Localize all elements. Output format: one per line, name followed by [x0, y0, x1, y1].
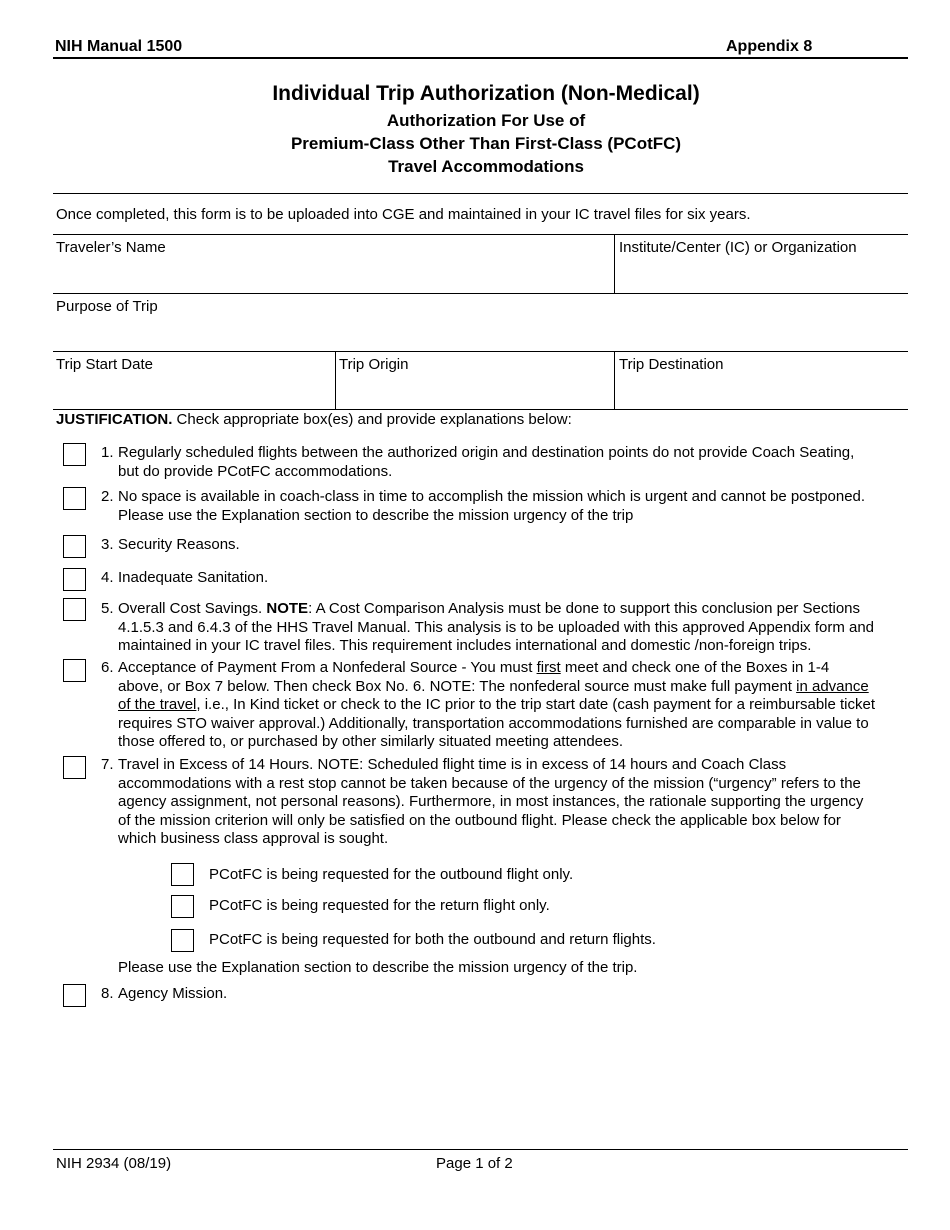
item-number: 4. [101, 569, 114, 586]
instruction-text: Once completed, this form is to be uploaded into CGE and maintained in your IC travel files for six years. [56, 206, 751, 223]
start-date-field[interactable]: Trip Start Date [56, 356, 153, 373]
title-rule [53, 193, 908, 194]
item-text: Inadequate Sanitation. [118, 569, 269, 586]
underlined-text: in advance [796, 677, 869, 695]
checkbox-1[interactable] [63, 443, 86, 466]
item-line: , i.e., In Kind ticket or check to the IC prior to the trip start date (cash payment for a reimbursable ticket [196, 696, 876, 713]
item-line: Regularly scheduled flights between the authorized origin and destination points do not provide Coach Seating, [118, 444, 855, 461]
form-number: NIH 2934 (08/19) [56, 1155, 172, 1172]
checkbox-return[interactable] [171, 895, 194, 918]
checkbox-outbound[interactable] [171, 863, 194, 886]
item-number: 2. [101, 488, 114, 505]
item-number: 3. [101, 536, 114, 553]
item-line: maintained in your IC travel files. This requirement includes international and domestic /non-foreign trips. [118, 637, 812, 654]
grid-divider [614, 351, 615, 409]
footer-rule [53, 1149, 908, 1150]
justification-text: Check appropriate box(es) and provide explanations below: [172, 411, 572, 428]
grid-line [53, 293, 908, 294]
grid-line [53, 234, 908, 235]
destination-field[interactable]: Trip Destination [619, 356, 724, 373]
justification-label: JUSTIFICATION. [56, 411, 173, 428]
item-text [118, 600, 874, 656]
page-number: Page 1 of 2 [436, 1155, 513, 1172]
item-line: Overall Cost Savings. [118, 600, 267, 617]
item-line: above, or Box 7 below. Then check Box No. 6. NOTE: The nonfederal source must make full payment [118, 677, 797, 695]
item-line: 4.1.5.3 and 6.4.3 of the HHS Travel Manual. This analysis is to be uploaded with this approved Appendix form and [118, 618, 875, 636]
grid-line [53, 351, 908, 352]
item-line: No space is available in coach-class in time to accomplish the mission which is urgent and cannot be postponed. [118, 488, 866, 505]
header-rule [53, 57, 908, 59]
item-number: 5. [101, 600, 114, 617]
grid-divider [614, 234, 615, 293]
checkbox-both[interactable] [171, 929, 194, 952]
item-number: 7. [101, 756, 114, 773]
item-line: Please use the Explanation section to describe the mission urgency of the trip [118, 506, 634, 524]
checkbox-8[interactable] [63, 984, 86, 1007]
origin-field[interactable]: Trip Origin [339, 356, 409, 373]
form-subtitle-1: Authorization For Use of [386, 111, 586, 130]
item-line: which business class approval is sought. [118, 830, 389, 847]
option-both: PCotFC is being requested for both the outbound and return flights. [209, 931, 656, 948]
checkbox-7[interactable] [63, 756, 86, 779]
item-line: of the mission criterion will only be satisfied on the outbound flight. Please check the applicable box below for [118, 811, 841, 829]
institute-field[interactable]: Institute/Center (IC) or Organization [619, 239, 857, 256]
purpose-field[interactable]: Purpose of Trip [56, 298, 158, 315]
underlined-text: of the travel [118, 696, 197, 713]
item-line: requires STO waiver approval.) Additionally, transportation accommodations furnished are comparable in value to [118, 714, 869, 732]
sub-note: Please use the Explanation section to describe the mission urgency of the trip. [118, 959, 638, 976]
underlined-text: first [536, 659, 561, 676]
item-line: but do provide PCotFC accommodations. [118, 462, 393, 480]
note-label: NOTE [266, 600, 309, 617]
option-return: PCotFC is being requested for the return flight only. [209, 897, 550, 914]
grid-line [53, 409, 908, 410]
item-text [118, 659, 875, 752]
item-line: Acceptance of Payment From a Nonfederal Source - You must [118, 659, 537, 676]
item-line: agency assignment, not personal reasons). Furthermore, in most instances, the rationale supporting the urgency [118, 793, 864, 810]
checkbox-2[interactable] [63, 487, 86, 510]
item-text [118, 756, 863, 849]
checkbox-3[interactable] [63, 535, 86, 558]
item-text: Security Reasons. [118, 536, 240, 553]
checkbox-6[interactable] [63, 659, 86, 682]
traveler-name-field[interactable]: Traveler’s Name [56, 239, 166, 256]
item-text [118, 444, 854, 481]
manual-label: NIH Manual 1500 [55, 38, 183, 55]
appendix-label: Appendix 8 [726, 38, 813, 55]
item-text: Agency Mission. [118, 985, 228, 1002]
item-number: 1. [101, 444, 114, 461]
item-line: meet and check one of the Boxes in 1-4 [560, 659, 830, 676]
justification-heading [56, 411, 572, 428]
item-number: 8. [101, 985, 114, 1002]
item-line: accommodations with a rest stop cannot be taken because of the urgency of the mission (“urgency” refers to the [118, 774, 861, 792]
option-outbound: PCotFC is being requested for the outbound flight only. [209, 866, 574, 883]
item-text [118, 488, 865, 525]
form-subtitle-2: Premium-Class Other Than First-Class (PCotFC) [290, 134, 682, 153]
form-title: Individual Trip Authorization (Non-Medical) [272, 82, 700, 105]
grid-divider [335, 351, 336, 409]
checkbox-5[interactable] [63, 598, 86, 621]
item-line: Travel in Excess of 14 Hours. NOTE: Scheduled flight time is in excess of 14 hours and Coach Class [118, 756, 787, 773]
item-line: : A Cost Comparison Analysis must be done to support this conclusion per Sections [308, 600, 861, 617]
item-number: 6. [101, 659, 114, 676]
item-line: those offered to, or purchased by other similarly situated meeting attendees. [118, 733, 624, 750]
checkbox-4[interactable] [63, 568, 86, 591]
form-subtitle-3: Travel Accommodations [388, 157, 584, 176]
